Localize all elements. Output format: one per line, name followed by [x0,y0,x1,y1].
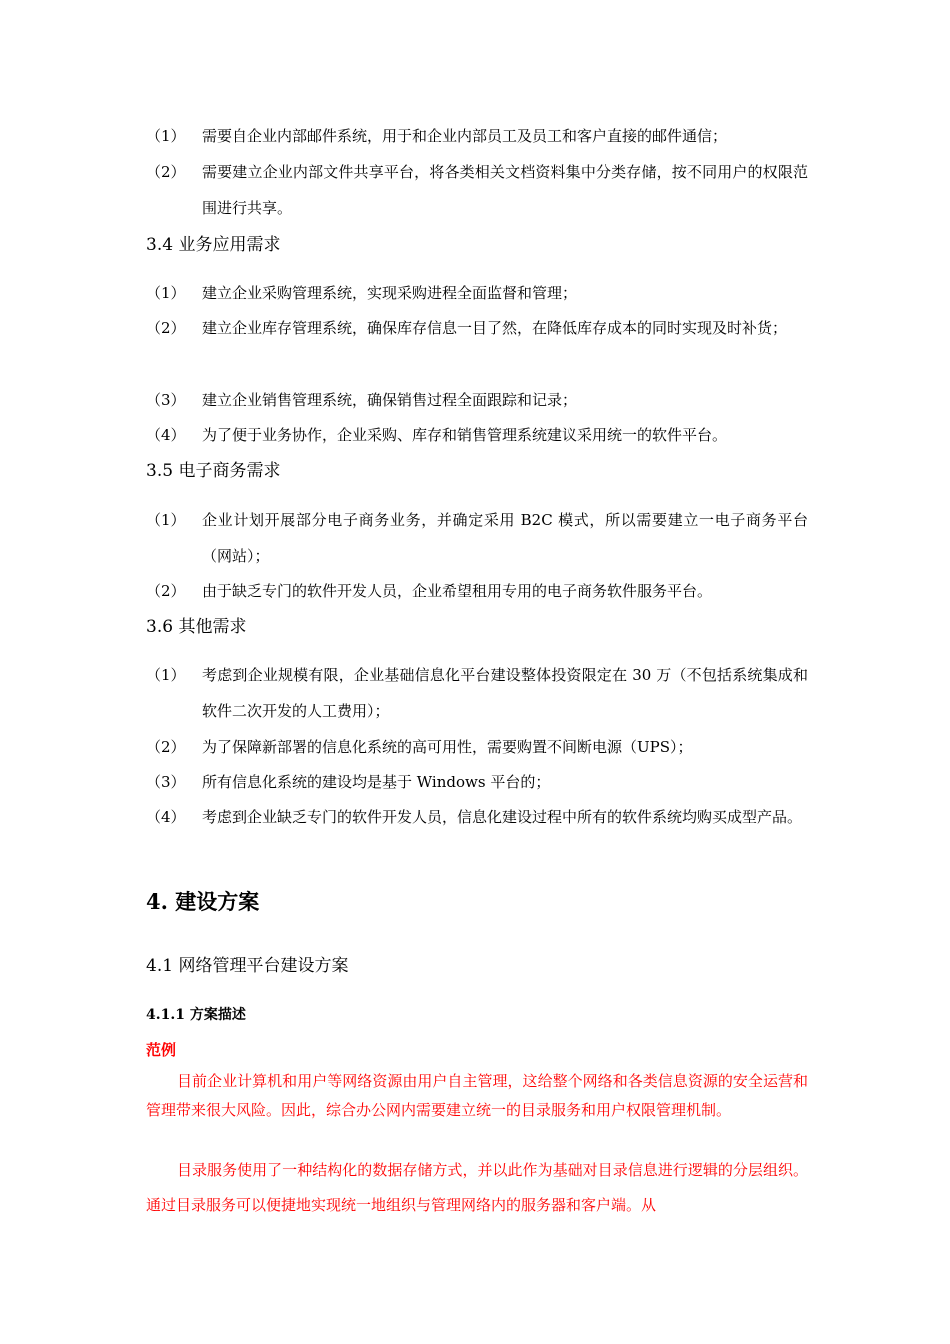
list-text: 建立企业销售管理系统，确保销售过程全面跟踪和记录； [202,391,578,409]
example-label: 范例 [146,1041,177,1059]
chapter-heading-4: 4. 建设方案 [146,889,260,914]
list-number: （1） [146,284,186,302]
list-number: （2） [146,738,186,756]
list-number: （3） [146,773,186,791]
list-text: 建立企业库存管理系统，确保库存信息一目了然，在降低库存成本的同时实现及时补货； [202,319,788,337]
list-number: （4） [146,808,186,826]
list-number: （4） [146,426,186,444]
example-paragraph: 目录服务使用了一种结构化的数据存储方式，并以此作为基础对目录信息进行逻辑的分层组织。通过目录服务可以便捷地实现统一地组织与管理网络内的服务器和客户端。从 [146,1161,808,1214]
list-text: 建立企业采购管理系统，实现采购进程全面监督和管理； [202,284,578,302]
list-number: （1） [146,127,186,145]
list-text: 由于缺乏专门的软件开发人员，企业希望租用专用的电子商务软件服务平台。 [202,582,713,600]
list-text: 企业计划开展部分电子商务业务，并确定采用 B2C 模式，所以需要建立一电子商务平台（网站）； [202,511,808,565]
subsection-heading-4-1-1: 4.1.1 方案描述 [146,1007,246,1023]
list-number: （2） [146,163,186,181]
section-heading-3-4: 3.4 业务应用需求 [146,235,281,255]
list-number: （3） [146,391,186,409]
list-number: （2） [146,582,186,600]
section-heading-4-1: 4.1 网络管理平台建设方案 [146,956,349,976]
list-text: 考虑到企业缺乏专门的软件开发人员，信息化建设过程中所有的软件系统均购买成型产品。 [202,808,803,826]
list-text: 需要建立企业内部文件共享平台，将各类相关文档资料集中分类存储，按不同用户的权限范围进行共享。 [202,163,808,217]
list-text: 为了保障新部署的信息化系统的高可用性，需要购置不间断电源（UPS）； [202,738,693,756]
list-number: （2） [146,319,186,337]
list-text: 考虑到企业规模有限，企业基础信息化平台建设整体投资限定在 30 万（不包括系统集成和软件二次开发的人工费用）； [202,666,808,720]
example-paragraph: 目前企业计算机和用户等网络资源由用户自主管理，这给整个网络和各类信息资源的安全运营和管理带来很大风险。因此，综合办公网内需要建立统一的目录服务和用户权限管理机制。 [146,1072,808,1119]
section-heading-3-5: 3.5 电子商务需求 [146,461,281,481]
list-number: （1） [146,511,186,529]
list-text: 为了便于业务协作，企业采购、库存和销售管理系统建议采用统一的软件平台。 [202,426,728,444]
list-number: （1） [146,666,186,684]
section-heading-3-6: 3.6 其他需求 [146,617,247,637]
list-text: 需要自企业内部邮件系统，用于和企业内部员工及员工和客户直接的邮件通信； [202,127,728,145]
list-text: 所有信息化系统的建设均是基于 Windows 平台的； [202,773,551,791]
